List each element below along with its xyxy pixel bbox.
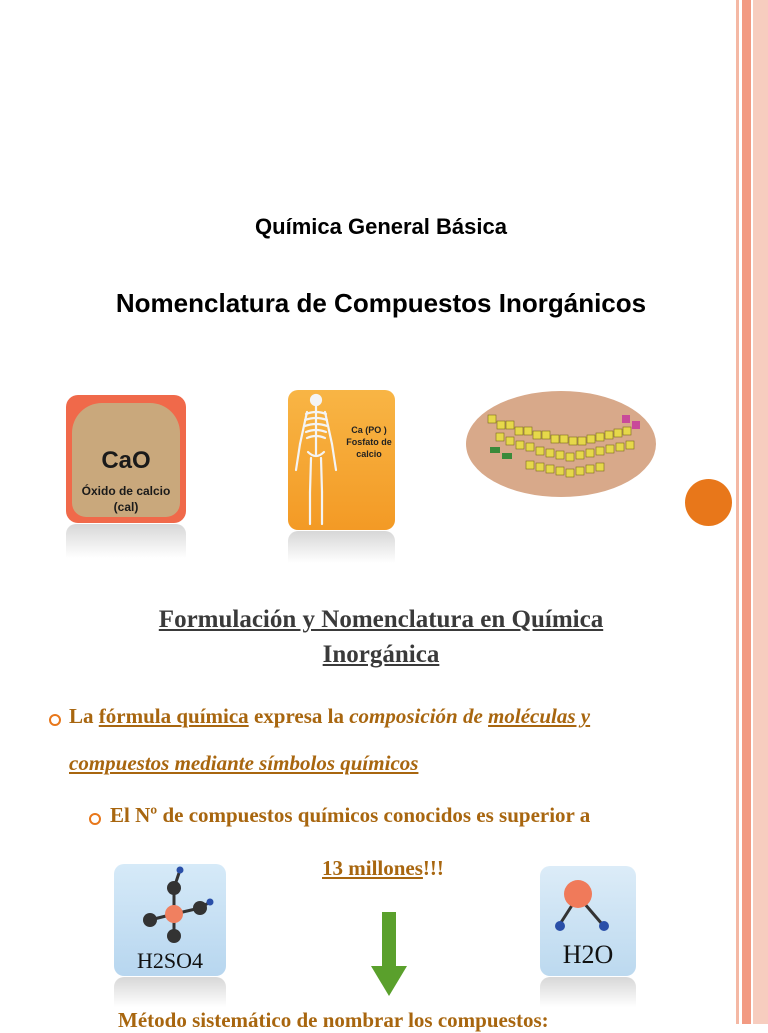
cao-bag-image [66,395,186,523]
bullet2-tail: !!! [422,856,444,880]
cao-reflection [66,524,186,558]
bullet1-italic: composición de [349,704,483,728]
decorative-bar [742,0,751,1024]
moleculas-link[interactable]: moléculas y [488,704,591,728]
section-heading-line2: Inorgánica [322,641,440,668]
decorative-bar [753,0,768,1024]
bullet1-line2: compuestos mediante símbolos químicos [69,751,419,775]
cao-formula: CaO [101,447,151,474]
skeleton-name-line1: Fosfato de [346,437,392,447]
skeleton-formula: Ca (PO ) [351,425,387,435]
down-arrow-icon [371,912,407,996]
skeleton-icon [290,390,350,530]
trece-millones-link[interactable]: 13 millones [322,856,423,880]
periodic-table-image [466,391,656,497]
h2so4-label: H2SO4 [136,948,203,973]
cao-name-text: Óxido de calcio [81,484,171,498]
h2o-molecule-image [540,866,636,976]
section-heading [0,602,762,672]
bullet1-la: La [69,704,94,728]
skeleton-reflection [288,531,395,563]
h2o-molecule-icon [540,866,636,936]
slide-subtitle: Química General Básica [255,214,507,239]
bullet3-cutoff: Método sistemático de nombrar los compuestos: [118,1008,549,1032]
bullet-icon [49,714,61,726]
skeleton-label [346,424,392,460]
section-heading-line1: Formulación y Nomenclatura en Química [158,606,604,633]
bullet1-line1 [69,704,590,729]
bullet2-line2 [322,856,444,881]
h2so4-molecule-image [114,864,226,976]
h2so4-reflection [114,977,226,1007]
decorative-bar [736,0,739,1024]
bullet2-line1: El Nº de compuestos químicos conocidos es superior a [110,803,591,827]
skeleton-image [288,390,395,530]
h2o-reflection [540,977,636,1007]
cao-name [66,483,186,515]
h2o-label: H2O [562,940,614,969]
skeleton-name-line2: calcio [356,449,382,459]
bullet-icon [89,813,101,825]
formula-quimica-link[interactable]: fórmula química [98,704,249,728]
cao-common-name: (cal) [113,500,139,514]
slide-title: Nomenclatura de Compuestos Inorgánicos [115,288,647,318]
decorative-dot [685,479,732,526]
bullet1-mid: expresa la [253,704,344,728]
h2so4-molecule-icon [114,864,226,954]
periodic-table-icon [466,391,656,497]
